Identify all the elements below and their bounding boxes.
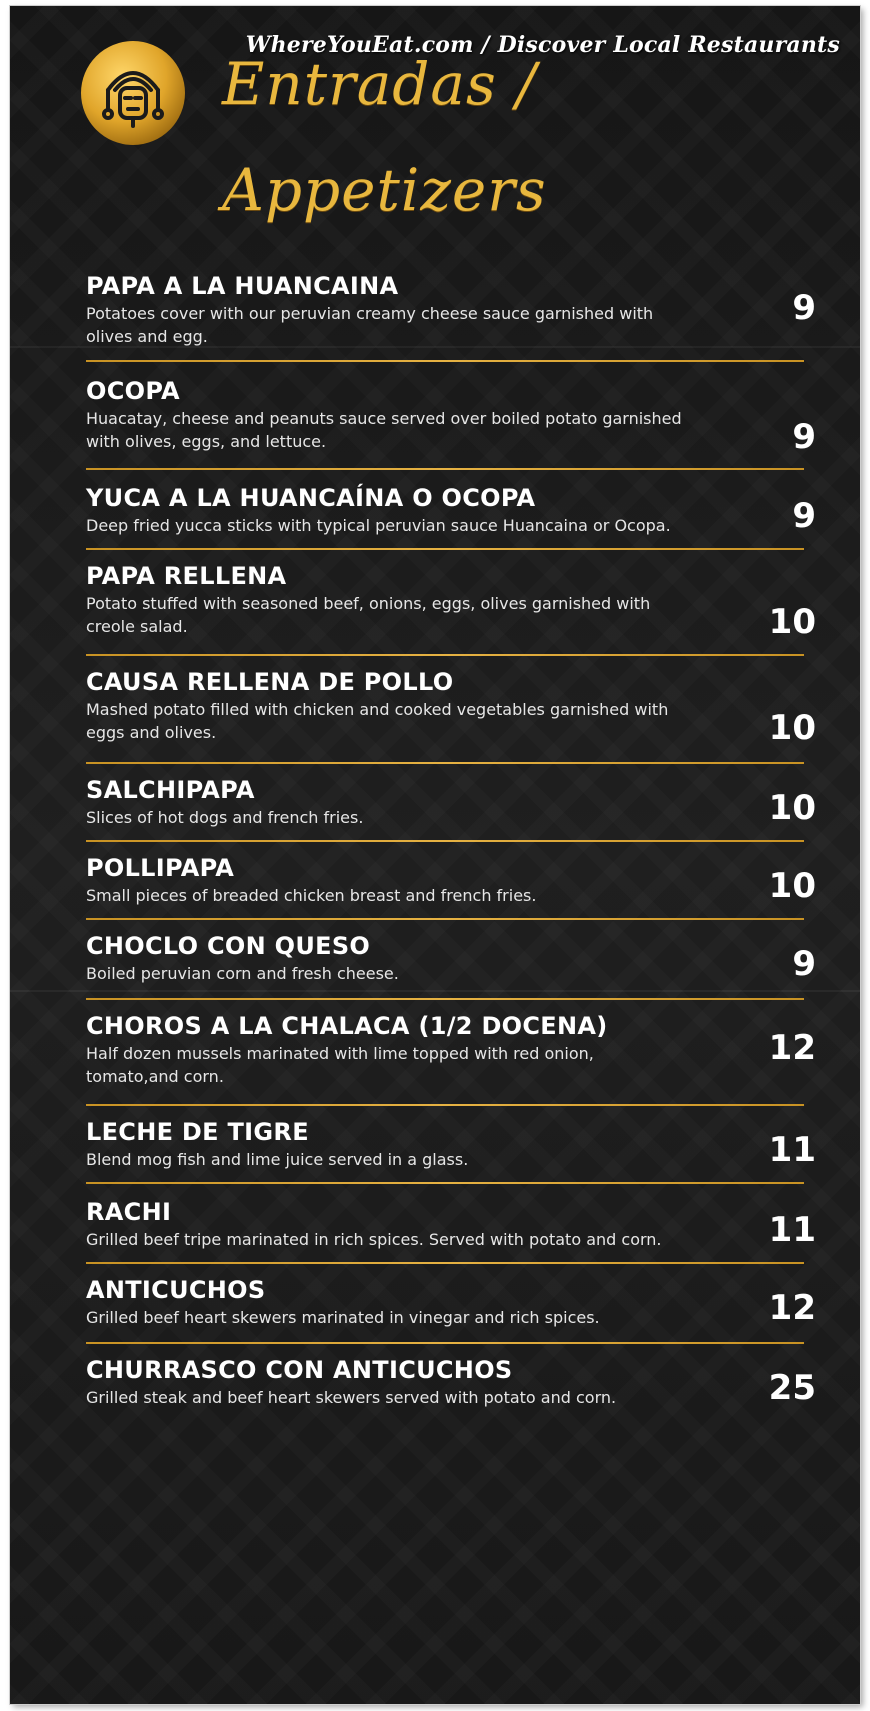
menu-item [86, 562, 816, 642]
item-name: CHURRASCO CON ANTICUCHOS [86, 1356, 513, 1384]
item-price: 10 [768, 866, 816, 906]
item-description: Boiled peruvian corn and fresh cheese. [86, 964, 399, 983]
item-description: Grilled beef tripe marinated in rich spices. Served with potato and corn. [86, 1230, 662, 1249]
section-title-line1: Entradas / [222, 50, 537, 118]
divider [86, 548, 804, 550]
divider [86, 998, 804, 1000]
menu-item [86, 1356, 816, 1409]
menu-item [86, 377, 816, 457]
item-price: 9 [792, 288, 816, 328]
item-price: 11 [768, 1130, 816, 1170]
section-title-line2: Appetizers [222, 156, 547, 224]
menu-item [86, 1276, 816, 1329]
item-description: Deep fried yucca sticks with typical peruvian sauce Huancaina or Ocopa. [86, 516, 671, 535]
divider [86, 1182, 804, 1184]
item-name: YUCA A LA HUANCAÍNA O OCOPA [86, 484, 536, 512]
item-name: PAPA RELLENA [86, 562, 287, 590]
item-price: 10 [768, 602, 816, 642]
item-price: 12 [768, 1028, 816, 1068]
menu-item [86, 932, 816, 985]
watermark: WhereYouEat.com / Discover Local Restaurants [245, 32, 840, 58]
divider [86, 1262, 804, 1264]
item-name: SALCHIPAPA [86, 776, 255, 804]
item-name: CAUSA RELLENA DE POLLO [86, 668, 454, 696]
item-description: Half dozen mussels marinated with lime topped with red onion, tomato,and corn. [86, 1044, 594, 1086]
item-name: OCOPA [86, 377, 180, 405]
item-name: POLLIPAPA [86, 854, 235, 882]
item-description: Huacatay, cheese and peanuts sauce served over boiled potato garnished with olives, eggs, and lettuce. [86, 409, 682, 451]
menu-item [86, 1198, 816, 1251]
item-description: Mashed potato filled with chicken and cooked vegetables garnished with eggs and olives. [86, 700, 669, 742]
menu-item [86, 668, 816, 748]
item-description: Potato stuffed with seasoned beef, onions, eggs, olives garnished with creole salad. [86, 594, 651, 636]
item-description: Potatoes cover with our peruvian creamy cheese sauce garnished with olives and egg. [86, 304, 654, 346]
divider [86, 468, 804, 470]
item-price: 9 [792, 944, 816, 984]
menu-item [86, 1118, 816, 1171]
divider [86, 654, 804, 656]
menu-item [86, 272, 816, 348]
item-price: 11 [768, 1210, 816, 1250]
item-description: Small pieces of breaded chicken breast and french fries. [86, 886, 537, 905]
menu-list [10, 6, 860, 1704]
item-description: Blend mog fish and lime juice served in a glass. [86, 1150, 469, 1169]
item-name: CHOCLO CON QUESO [86, 932, 371, 960]
item-price: 9 [792, 417, 816, 457]
item-price: 12 [768, 1288, 816, 1328]
divider [86, 360, 804, 362]
item-price: 25 [768, 1368, 816, 1408]
item-description: Grilled steak and beef heart skewers served with potato and corn. [86, 1388, 617, 1407]
item-price: 9 [792, 496, 816, 536]
divider [86, 1104, 804, 1106]
item-description: Slices of hot dogs and french fries. [86, 808, 364, 827]
divider [86, 840, 804, 842]
item-name: CHOROS A LA CHALACA (1/2 DOCENA) [86, 1012, 608, 1040]
item-description: Grilled beef heart skewers marinated in vinegar and rich spices. [86, 1308, 600, 1327]
item-name: ANTICUCHOS [86, 1276, 266, 1304]
item-name: RACHI [86, 1198, 172, 1226]
menu-item [86, 484, 816, 537]
item-name: PAPA A LA HUANCAINA [86, 272, 399, 300]
item-price: 10 [768, 708, 816, 748]
divider [86, 918, 804, 920]
item-name: LECHE DE TIGRE [86, 1118, 309, 1146]
divider [86, 1342, 804, 1344]
menu-item [86, 776, 816, 829]
divider [86, 762, 804, 764]
menu-item [86, 1012, 816, 1088]
menu-item [86, 854, 816, 907]
item-price: 10 [768, 788, 816, 828]
menu-page [10, 6, 860, 1704]
